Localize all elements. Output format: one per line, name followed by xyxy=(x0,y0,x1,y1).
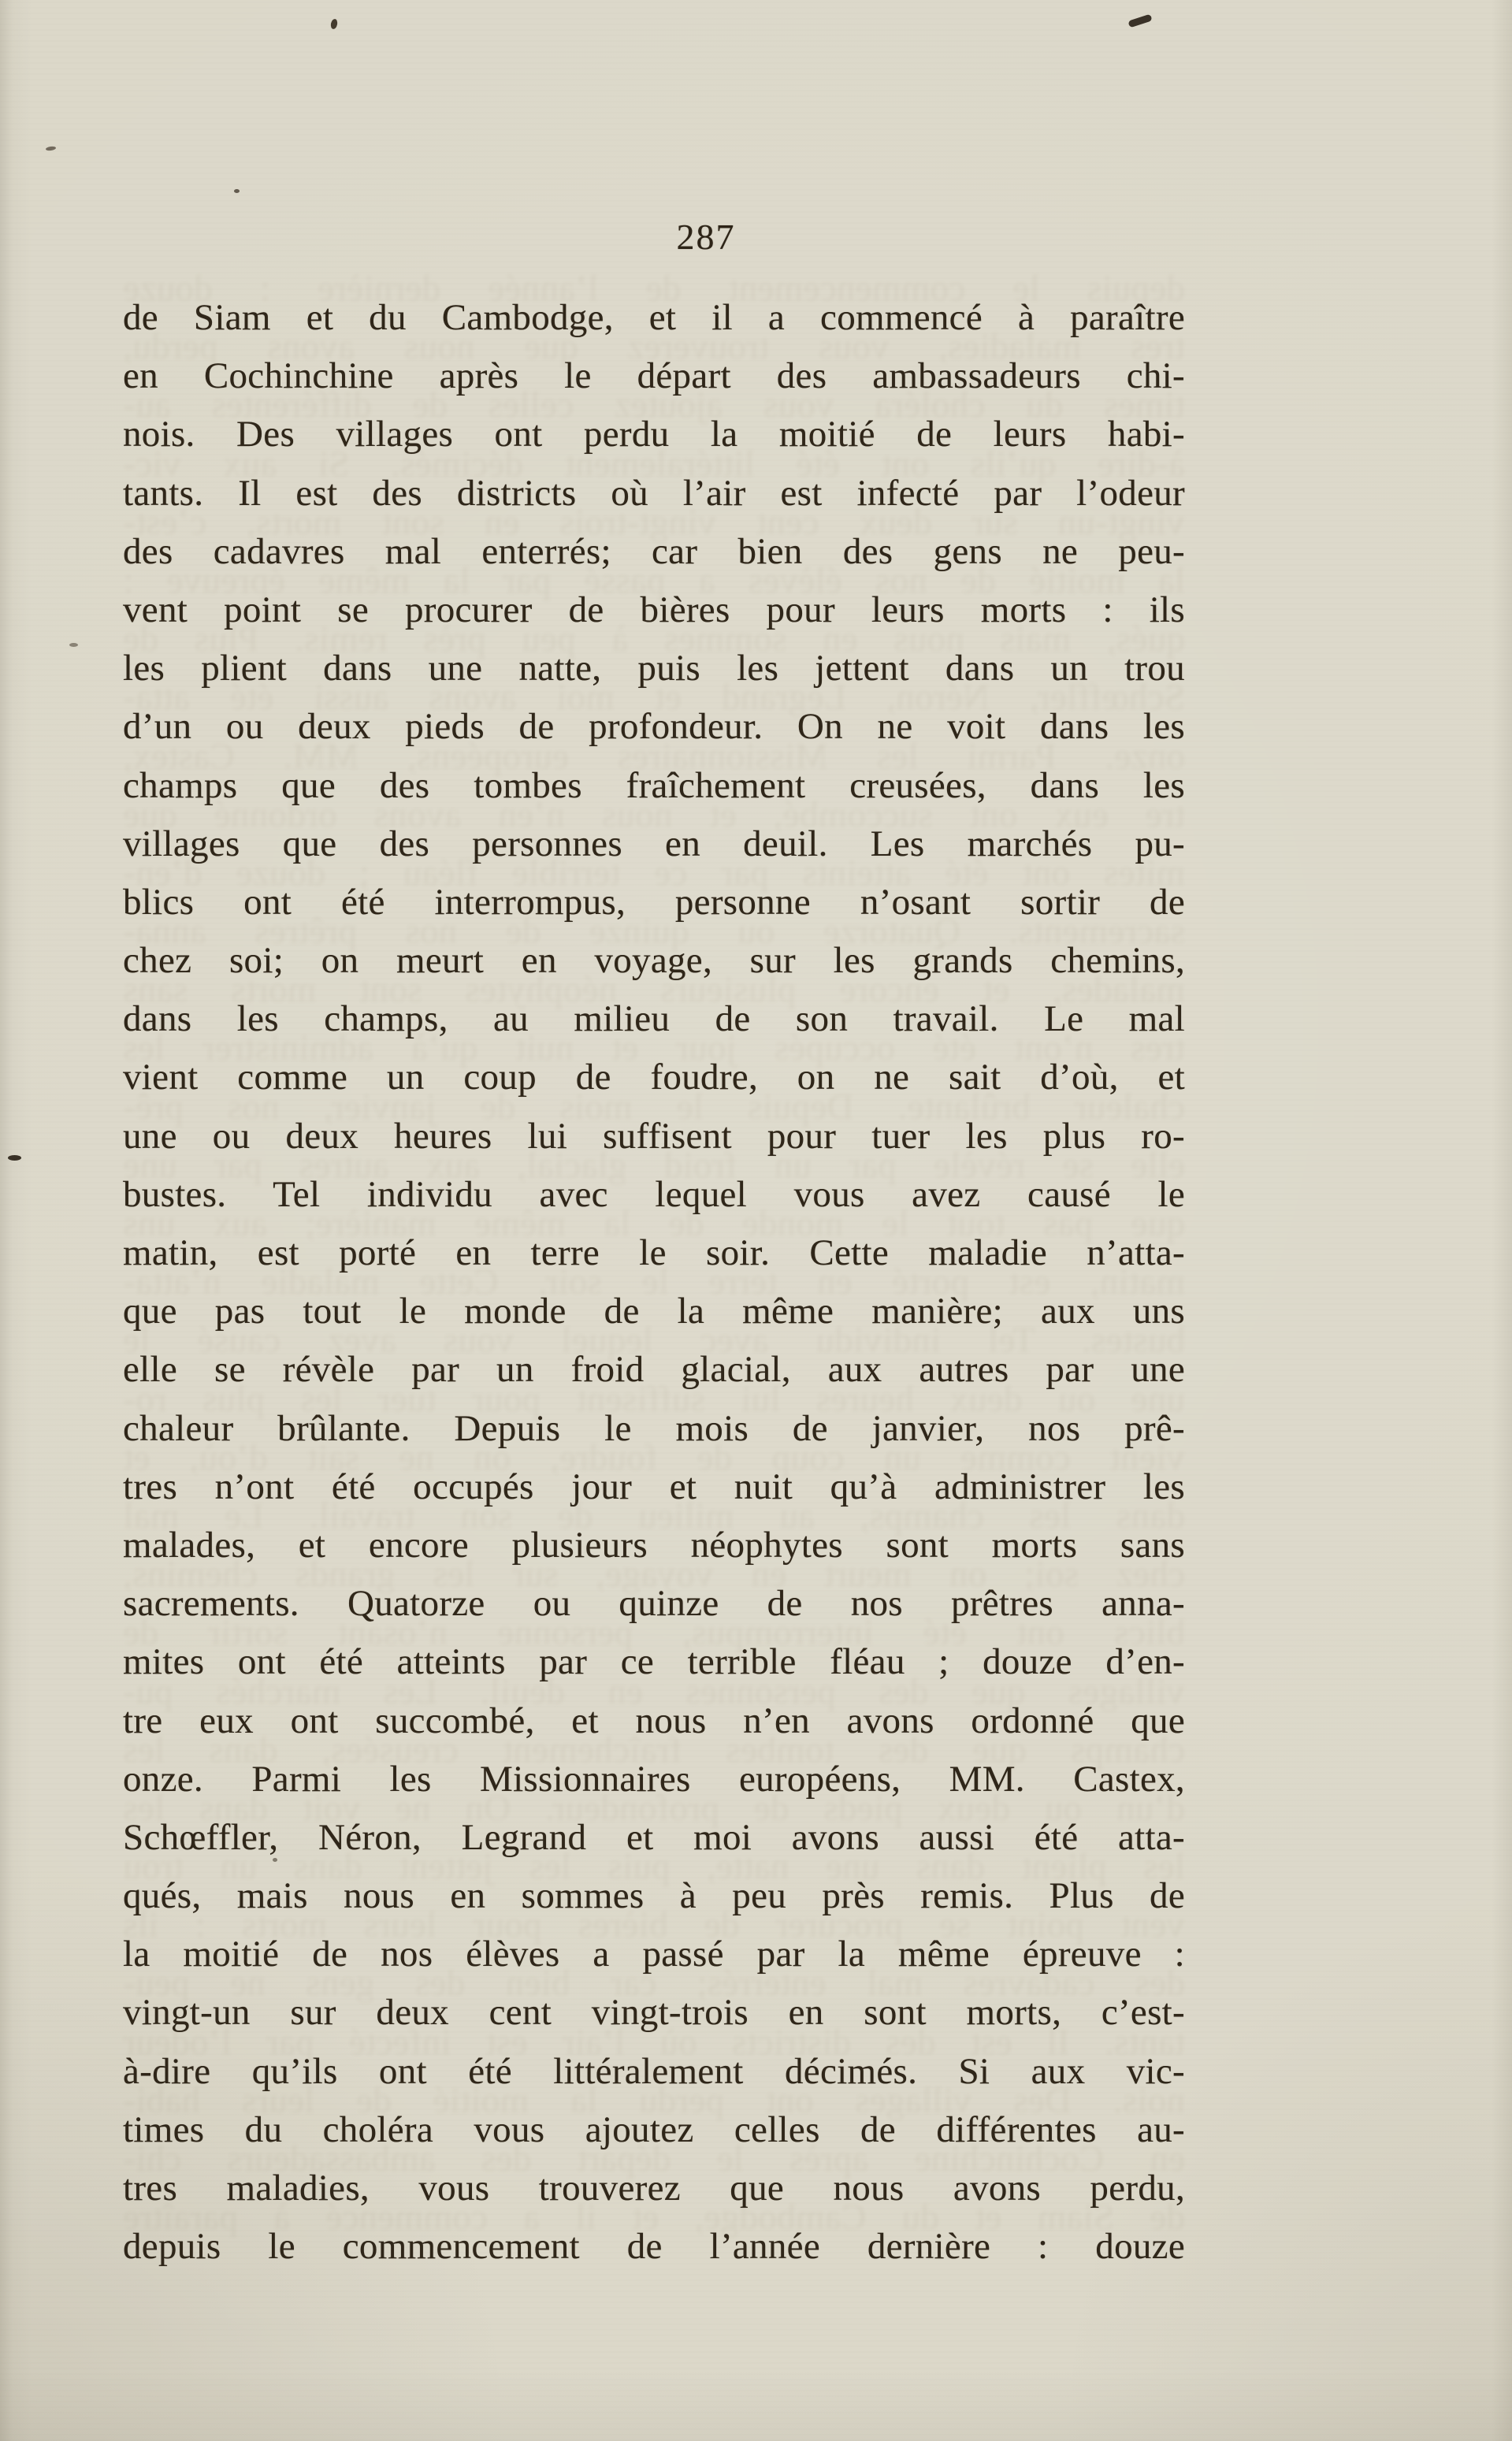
text-line: vent point se procurer de bières pour leurs morts : ils xyxy=(123,589,1185,630)
showthrough-line: tants. Il est des districts où l’air est infecté par l’odeur xyxy=(123,2021,1185,2063)
showthrough-line: de Siam et du Cambodge, et il a commencé à paraître xyxy=(123,2197,1185,2239)
text-line: depuis le commencement de l’année dernière : douze xyxy=(123,2226,1185,2268)
text-line: des cadavres mal enterrés; car bien des gens ne peu- xyxy=(123,530,1185,572)
text-line: chez soi; on meurt en voyage, sur les grands chemins, xyxy=(123,940,1185,982)
ink-speck xyxy=(8,1155,21,1161)
ink-speck xyxy=(69,643,78,647)
showthrough-line: times du choléra vous ajoutez celles de différentes au- xyxy=(123,385,1185,426)
showthrough-line: vingt-un sur deux cent vingt-trois en sont morts, c’est- xyxy=(123,501,1185,543)
showthrough-line: une ou deux heures lui suffisent pour tuer les plus ro- xyxy=(123,1378,1185,1420)
text-line: dans les champs, au milieu de son travail. Le mal xyxy=(123,998,1185,1040)
showthrough-line: chaleur brûlante. Depuis le mois de janvier, nos prê- xyxy=(123,1086,1185,1128)
text-line: tre eux ont succombé, et nous n’en avons ordonné que xyxy=(123,1700,1185,1741)
text-line: de Siam et du Cambodge, et il a commencé à paraître xyxy=(123,297,1185,338)
text-line: blics ont été interrompus, personne n’osant sortir de xyxy=(123,881,1185,923)
text-line: qués, mais nous en sommes à peu près remis. Plus de xyxy=(123,1875,1185,1917)
text-line: la moitié de nos élèves a passé par la même épreuve : xyxy=(123,1934,1185,1975)
text-line: mites ont été atteints par ce terrible fléau ; douze d’en- xyxy=(123,1641,1185,1683)
showthrough-line: dans les champs, au milieu de son travail. Le mal xyxy=(123,1495,1185,1536)
ink-speck xyxy=(330,18,339,29)
ink-speck xyxy=(1127,14,1152,28)
showthrough-line: vent point se procurer de bières pour leurs morts : ils xyxy=(123,1904,1185,1946)
text-line: champs que des tombes fraîchement creusées, dans les xyxy=(123,764,1185,806)
text-line: tres maladies, vous trouverez que nous avons perdu, xyxy=(123,2168,1185,2209)
text-line: une ou deux heures lui suffisent pour tuer les plus ro- xyxy=(123,1115,1185,1157)
showthrough-line: depuis le commencement de l’année dernière : douze xyxy=(123,268,1185,309)
showthrough-line: vient comme un coup de foudre, on ne sait d’où, et xyxy=(123,1436,1185,1478)
page-lines xyxy=(123,288,1185,2276)
showthrough-line: elle se révèle par un froid glacial, aux autres par une xyxy=(123,1144,1185,1186)
text-line: vingt-un sur deux cent vingt-trois en sont morts, c’est- xyxy=(123,1992,1185,2034)
showthrough-line: des cadavres mal enterrés; car bien des gens ne peu- xyxy=(123,1963,1185,2004)
text-line: les plient dans une natte, puis les jettent dans un trou xyxy=(123,648,1185,689)
showthrough-line: qués, mais nous en sommes à peu près remis. Plus de xyxy=(123,619,1185,660)
showthrough-line: villages que des personnes en deuil. Les marchés pu- xyxy=(123,1670,1185,1712)
showthrough-line: tres n’ont été occupés jour et nuit qu’à administrer les xyxy=(123,1027,1185,1069)
text-line: bustes. Tel individu avec lequel vous avez causé le xyxy=(123,1173,1185,1215)
showthrough-line: les plient dans une natte, puis les jettent dans un trou xyxy=(123,1846,1185,1888)
showthrough-line: tre eux ont succombé, et nous n’en avons ordonné que xyxy=(123,793,1185,835)
showthrough-line: champs que des tombes fraîchement creusées, dans les xyxy=(123,1729,1185,1770)
showthrough-line: à-dire qu’ils ont été littéralement décimés. Si aux vic- xyxy=(123,443,1185,485)
text-line: times du choléra vous ajoutez celles de différentes au- xyxy=(123,2108,1185,2150)
text-line: onze. Parmi les Missionnaires européens, MM. Castex, xyxy=(123,1758,1185,1800)
showthrough-line: nois. Des villages ont perdu la moitié de leurs habi- xyxy=(123,2079,1185,2121)
showthrough-line: que pas tout le monde de la même manière; aux uns xyxy=(123,1203,1185,1244)
showthrough-line: matin, est porté en terre le soir. Cette maladie n’atta- xyxy=(123,1261,1185,1303)
showthrough-line: mites ont été atteints par ce terrible fléau ; douze d’en- xyxy=(123,852,1185,894)
showthrough-line: Schœffler, Néron, Legrand et moi avons aussi été atta- xyxy=(123,677,1185,719)
ink-speck xyxy=(46,146,57,151)
text-line: que pas tout le monde de la même manière; aux uns xyxy=(123,1291,1185,1332)
showthrough-line: chez soi; on meurt en voyage, sur les grands chemins, xyxy=(123,1554,1185,1596)
showthrough-line: bustes. Tel individu avec lequel vous avez causé le xyxy=(123,1320,1185,1362)
showthrough-line: la moitié de nos élèves a passé par la même épreuve : xyxy=(123,559,1185,601)
text-line: elle se révèle par un froid glacial, aux autres par une xyxy=(123,1349,1185,1391)
showthrough-line: onze. Parmi les Missionnaires européens, MM. Castex, xyxy=(123,735,1185,777)
text-line: chaleur brûlante. Depuis le mois de janvier, nos prê- xyxy=(123,1407,1185,1449)
text-line: vient comme un coup de foudre, on ne sait d’où, et xyxy=(123,1057,1185,1098)
text-line: villages que des personnes en deuil. Les marchés pu- xyxy=(123,823,1185,864)
showthrough-line: tres maladies, vous trouverez que nous avons perdu, xyxy=(123,326,1185,368)
ink-speck xyxy=(234,189,240,193)
page-number: 287 xyxy=(676,217,736,257)
text-line: à-dire qu’ils ont été littéralement décimés. Si aux vic- xyxy=(123,2050,1185,2092)
text-line: matin, est porté en terre le soir. Cette maladie n’atta- xyxy=(123,1232,1185,1273)
showthrough-line: malades, et encore plusieurs néophytes sont morts sans xyxy=(123,969,1185,1011)
showthrough-line: d’un ou deux pieds de profondeur. On ne voit dans les xyxy=(123,1787,1185,1829)
text-line: d’un ou deux pieds de profondeur. On ne voit dans les xyxy=(123,706,1185,748)
ink-speck xyxy=(273,1858,277,1862)
text-line: tants. Il est des districts où l’air est infecté par l’odeur xyxy=(123,472,1185,514)
showthrough-line: blics ont été interrompus, personne n’osant sortir de xyxy=(123,1612,1185,1654)
text-line: en Cochinchine après le départ des ambassadeurs chi- xyxy=(123,355,1185,397)
text-line: tres n’ont été occupés jour et nuit qu’à administrer les xyxy=(123,1466,1185,1507)
text-line: malades, et encore plusieurs néophytes sont morts sans xyxy=(123,1524,1185,1566)
text-line: nois. Des villages ont perdu la moitié de leurs habi- xyxy=(123,414,1185,455)
text-line: sacrements. Quatorze ou quinze de nos prêtres anna- xyxy=(123,1583,1185,1625)
showthrough-line: sacrements. Quatorze ou quinze de nos prêtres anna- xyxy=(123,911,1185,953)
showthrough-line: en Cochinchine après le départ des ambassadeurs chi- xyxy=(123,2138,1185,2179)
text-line: Schœffler, Néron, Legrand et moi avons aussi été atta- xyxy=(123,1816,1185,1858)
